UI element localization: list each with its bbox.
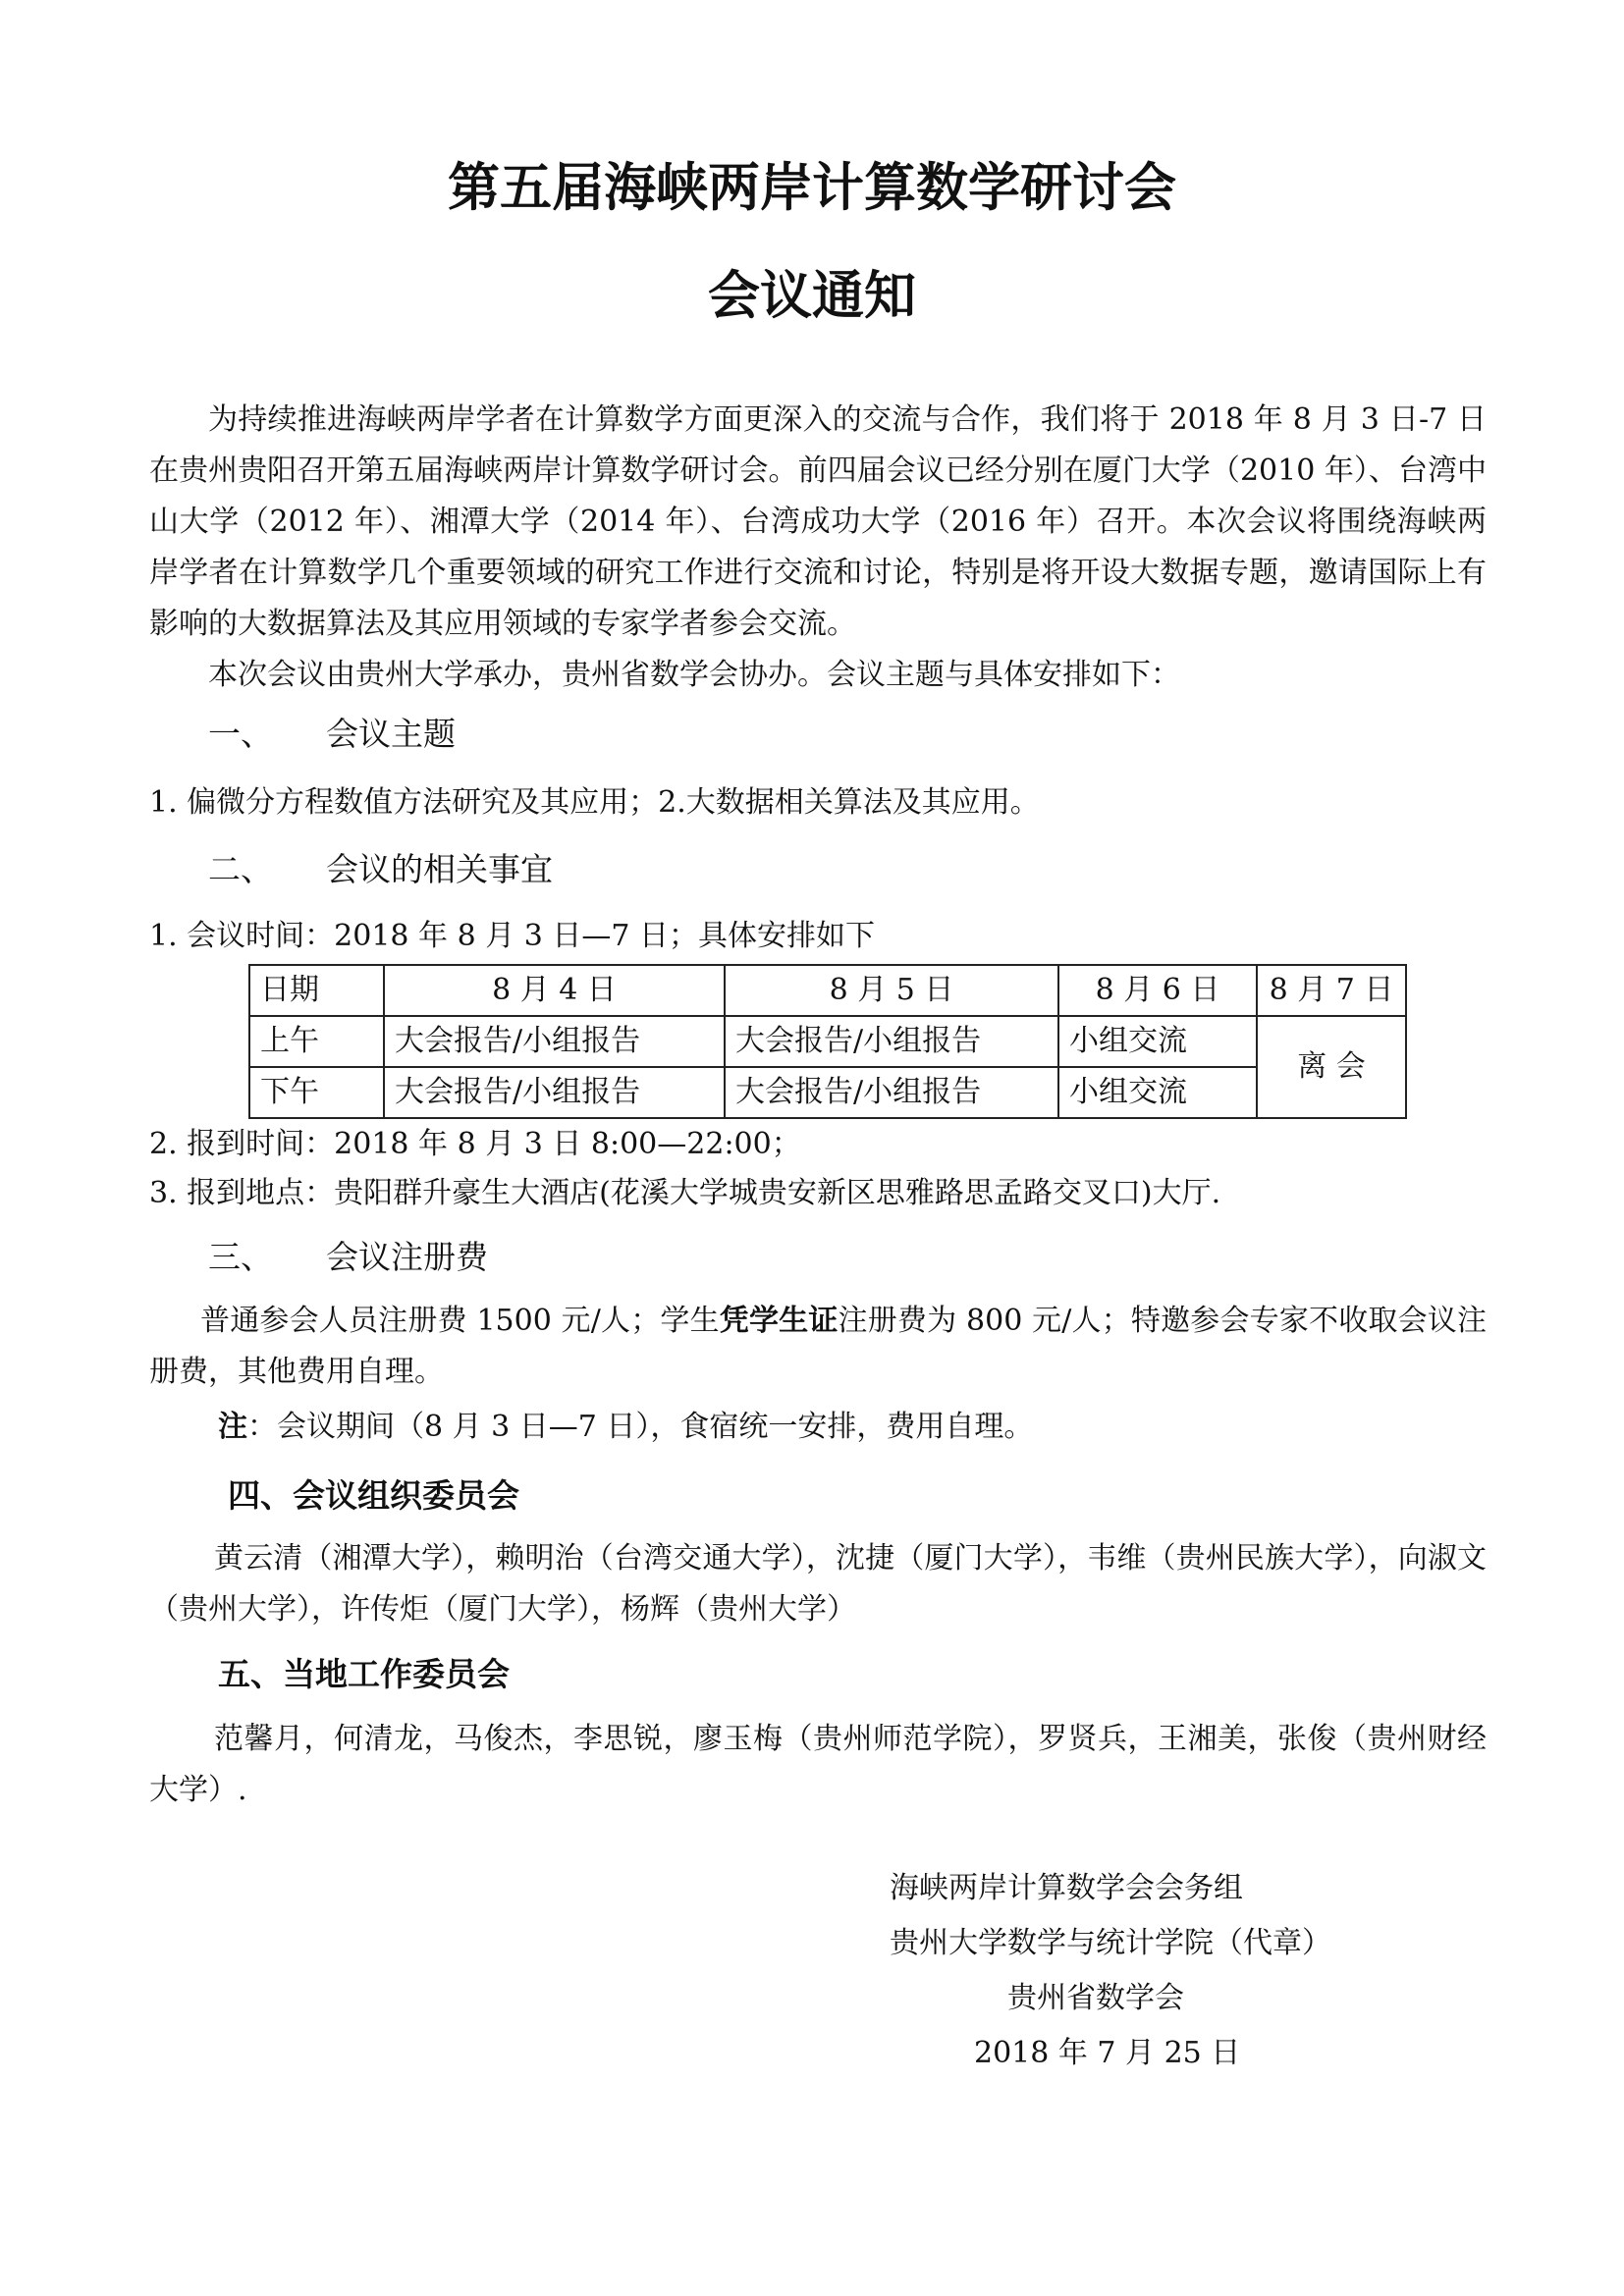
section1-title: 会议主题 [326, 715, 456, 753]
section2-heading [208, 844, 553, 895]
document-subtitle: 会议通知 [708, 266, 916, 326]
table-cell: 小组交流 [1058, 1016, 1257, 1067]
document-title: 第五届海峡两岸计算数学研讨会 [448, 158, 1176, 218]
fee-note [218, 1402, 1033, 1453]
table-header-cell: 8 月 6 日 [1058, 965, 1257, 1016]
table-cell: 大会报告/小组报告 [384, 1067, 725, 1118]
table-merged-cell: 离 会 [1257, 1016, 1406, 1118]
table-header-cell: 8 月 7 日 [1257, 965, 1406, 1016]
table-header-cell: 8 月 4 日 [384, 965, 725, 1016]
fee-text-part1: 普通参会人员注册费 1500 元/人；学生 [200, 1304, 720, 1338]
section4-heading [228, 1470, 519, 1522]
signature-org3: 贵州省数学会 [1007, 1981, 1184, 2015]
section1-number: 一、 [208, 715, 273, 753]
fee-bold-text: 凭学生证 [719, 1304, 839, 1338]
section2-number: 二、 [208, 850, 273, 888]
fee-text-part2: 注册费为 800 元/人；特邀参会专家不收取会议注册费，其他费用自理。 [149, 1304, 1487, 1389]
table-header-cell: 日期 [249, 965, 384, 1016]
table-cell: 小组交流 [1058, 1067, 1257, 1118]
table-row [249, 1067, 1406, 1118]
registration-time-item: 2. 报到时间：2018 年 8 月 3 日 8:00—22:00； [149, 1127, 801, 1161]
note-label: 注 [218, 1410, 247, 1444]
registration-location-item: 3. 报到地点：贵阳群升豪生大酒店(花溪大学城贵安新区思雅路思孟路交叉口)大厅. [149, 1176, 1221, 1210]
section3-number: 三、 [208, 1238, 273, 1276]
organizing-committee-members: 黄云清（湘潭大学），赖明治（台湾交通大学），沈捷（厦门大学），韦维（贵州民族大学），向淑文（贵州大学），许传炬（厦门大学），杨辉（贵州大学） [149, 1541, 1487, 1627]
table-header-cell: 8 月 5 日 [725, 965, 1058, 1016]
schedule-table [248, 964, 1407, 1119]
table-row [249, 1016, 1406, 1067]
table-cell: 大会报告/小组报告 [384, 1016, 725, 1067]
section5-title: 当地工作委员会 [283, 1655, 510, 1693]
local-committee-members: 范馨月，何清龙，马俊杰，李思锐，廖玉梅（贵州师范学院），罗贤兵，王湘美，张俊（贵州财经大学）. [149, 1722, 1487, 1807]
signature-org2: 贵州大学数学与统计学院（代章） [890, 1926, 1331, 1960]
section3-title: 会议注册费 [326, 1238, 488, 1276]
note-text: ：会议期间（8 月 3 日—7 日），食宿统一安排，费用自理。 [247, 1410, 1034, 1444]
table-header-row [249, 965, 1406, 1016]
section3-heading [208, 1232, 488, 1283]
table-cell: 大会报告/小组报告 [725, 1067, 1058, 1118]
intro-paragraph: 为持续推进海峡两岸学者在计算数学方面更深入的交流与合作，我们将于 2018 年 8 月 3 日-7 日在贵州贵阳召开第五届海峡两岸计算数学研讨会。前四届会议已经分别在厦门大学（2010 年）、台湾中山大学（2012 年）、湘潭大学（2014 年）、台湾成功大学（2016 年）召开。本次会议将围绕海峡两岸学者在计算数学几个重要领域的研究工作进行交流和讨论，特别是将开设大数据专题，邀请国际上有影响的大数据算法及其应用领域的专家学者参会交流。 [149, 402, 1487, 641]
signature-date: 2018 年 7 月 25 日 [974, 2036, 1241, 2070]
section1-content: 1. 偏微分方程数值方法研究及其应用；2.大数据相关算法及其应用。 [149, 785, 1040, 820]
section5-heading [218, 1649, 510, 1700]
section4-number: 四、 [228, 1476, 293, 1515]
section4-title: 会议组织委员会 [293, 1476, 519, 1515]
section5-number: 五、 [218, 1655, 283, 1693]
table-cell: 上午 [249, 1016, 384, 1067]
meeting-time-item: 1. 会议时间：2018 年 8 月 3 日—7 日；具体安排如下 [149, 919, 875, 953]
signature-org1: 海峡两岸计算数学会会务组 [890, 1871, 1243, 1905]
table-cell: 下午 [249, 1067, 384, 1118]
host-paragraph: 本次会议由贵州大学承办，贵州省数学会协办。会议主题与具体安排如下： [208, 658, 1180, 692]
section2-title: 会议的相关事宜 [326, 850, 553, 888]
fee-paragraph [149, 1296, 1487, 1398]
section1-heading [208, 709, 456, 760]
table-cell: 大会报告/小组报告 [725, 1016, 1058, 1067]
